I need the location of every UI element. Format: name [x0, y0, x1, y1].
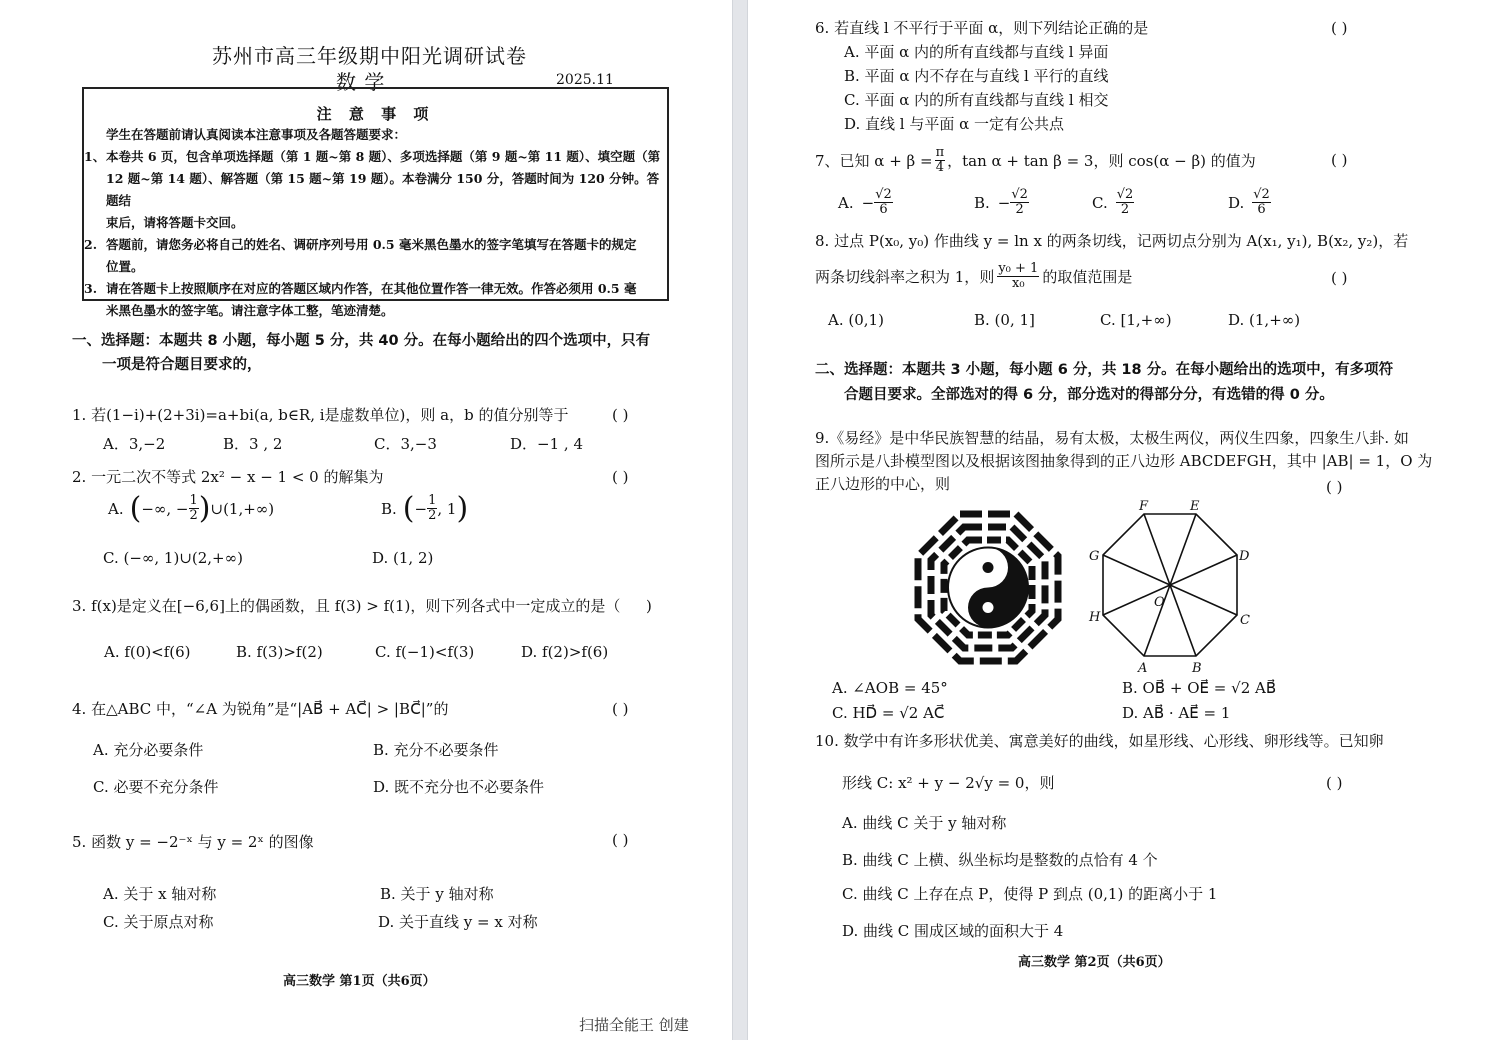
section1-heading-cont: 一项是符合题目要求的，	[102, 357, 262, 373]
q8-option-a[interactable]: A. (0,1)	[828, 311, 884, 329]
question-9-stem: 9.《易经》是中华民族智慧的结晶，易有太极，太极生两仪，两仪生四象，四象生八卦. 如	[815, 429, 1409, 447]
answer-paren-close: )	[646, 597, 652, 615]
notice-text: 米黑色墨水的签字笔。请注意字体工整，笔迹清楚。	[106, 303, 394, 318]
q6-option-b[interactable]: B. 平面 α 内不存在与直线 l 平行的直线	[844, 67, 1109, 85]
notice-item-1	[84, 146, 667, 234]
q3-option-d[interactable]: D. f(2)>f(6)	[521, 643, 609, 661]
q7-option-c[interactable]	[1092, 188, 1134, 217]
q8-option-c[interactable]: C. [1,+∞)	[1100, 311, 1172, 329]
page-divider	[732, 0, 748, 1040]
option-label: A.	[838, 193, 854, 212]
q8-option-b[interactable]: B. (0, 1]	[974, 311, 1035, 329]
option-text: , 1	[437, 499, 457, 518]
exam-title: 苏州市高三年级期中阳光调研试卷	[212, 44, 527, 68]
q10-option-b[interactable]: B. 曲线 C 上横、纵坐标均是整数的点恰有 4 个	[842, 851, 1158, 869]
question-5-stem: 5. 函数 y = −2⁻ˣ 与 y = 2ˣ 的图像	[72, 833, 314, 851]
paren-close: )	[198, 490, 211, 526]
q3-option-b[interactable]: B. f(3)>f(2)	[236, 643, 323, 661]
stem-text: 7、已知 α + β =	[815, 151, 933, 170]
q6-option-c[interactable]: C. 平面 α 内的所有直线都与直线 l 相交	[844, 91, 1109, 109]
answer-paren: ( )	[1331, 269, 1348, 287]
answer-paren: ( )	[612, 406, 629, 424]
answer-paren: ( )	[1326, 478, 1343, 496]
fraction	[874, 188, 893, 217]
question-9-stem-cont: 正八边形的中心，则	[815, 475, 951, 493]
q5-option-b[interactable]: B. 关于 y 轴对称	[380, 885, 494, 903]
question-9-stem-cont: 图所示是八卦模型图以及根据该图抽象得到的正八边形 ABCDEFGH，其中 |AB| = 1，O 为	[815, 452, 1433, 470]
vertex-label-g: G	[1089, 549, 1100, 564]
notice-text: 请在答题卡上按照顺序在对应的答题区域内作答，在其他位置作答一律无效。作答必须用 0.5 毫	[106, 281, 637, 296]
q4-option-c[interactable]: C. 必要不充分条件	[93, 778, 219, 796]
denominator: 2	[428, 508, 437, 523]
subject-title: 数 学	[336, 70, 386, 94]
octagon-abcdefgh-figure	[1086, 496, 1256, 674]
denominator: 6	[879, 202, 888, 217]
q1-option-b[interactable]: B．3 , 2	[223, 435, 283, 453]
notice-text: 位置。	[106, 259, 144, 274]
q7-option-a[interactable]	[838, 188, 893, 217]
exam-page-2	[748, 0, 1486, 1040]
notice-item-number: 1、	[84, 149, 106, 164]
section2-heading-cont: 合题目要求。全部选对的得 6 分，部分选对的得部分分，有选错的得 0 分。	[844, 387, 1334, 403]
question-2-stem: 2. 一元二次不等式 2x² − x − 1 < 0 的解集为	[72, 468, 384, 486]
answer-paren: ( )	[612, 700, 629, 718]
page-footer: 高三数学 第1页（共6页）	[283, 974, 436, 989]
q1-option-c[interactable]: C．3,−3	[374, 435, 437, 453]
q5-option-d[interactable]: D. 关于直线 y = x 对称	[378, 913, 538, 931]
numerator: √2	[1011, 187, 1028, 202]
notice-text: 束后，请将答题卡交回。	[106, 215, 244, 230]
q9-option-b[interactable]: B. OB⃗ + OE⃗ = √2 AB⃗	[1122, 679, 1277, 697]
numerator: 1	[189, 493, 198, 508]
numerator: √2	[1116, 187, 1134, 202]
denominator: x₀	[1012, 276, 1025, 291]
notice-box	[82, 87, 669, 318]
notice-item-number: 2.	[84, 237, 98, 252]
notice-text: 本卷共 6 页，包含单项选择题（第 1 题~第 8 题）、多项选择题（第 9 题~第 11 题）、填空题（第	[106, 149, 661, 164]
question-1-stem: 1. 若(1−i)+(2+3i)=a+bi(a, b∈R, i是虚数单位)，则 a，b 的值分别等于	[72, 406, 569, 424]
stem-text: 的取值范围是	[1042, 267, 1133, 286]
q5-option-c[interactable]: C. 关于原点对称	[103, 913, 214, 931]
denominator: 4	[935, 160, 944, 175]
question-3-stem: 3. f(x)是定义在[−6,6]上的偶函数，且 f(3) > f(1)，则下列各式中一定成立的是（	[72, 597, 621, 615]
answer-paren: ( )	[612, 468, 629, 486]
q9-option-a[interactable]: A. ∠AOB = 45°	[832, 679, 948, 697]
q6-option-d[interactable]: D. 直线 l 与平面 α 一定有公共点	[844, 115, 1065, 133]
question-7-stem	[815, 146, 1256, 175]
question-8-stem-cont	[815, 262, 1132, 291]
numerator: √2	[875, 187, 892, 202]
vertex-label-e: E	[1190, 499, 1200, 514]
option-text: −∞, −	[141, 499, 189, 518]
section2-heading: 二、选择题：本题共 3 小题，每小题 6 分，共 18 分。在每小题给出的选项中，有多项符	[815, 362, 1394, 378]
fraction	[997, 262, 1039, 291]
bagua-yin-yang-figure	[914, 510, 1062, 665]
question-6-stem: 6. 若直线 l 不平行于平面 α，则下列结论正确的是	[815, 19, 1149, 37]
vertex-label-h: H	[1089, 610, 1101, 625]
q1-option-d[interactable]: D．−1 , 4	[510, 435, 583, 453]
exam-page-1	[0, 0, 732, 1040]
q4-option-a[interactable]: A. 充分必要条件	[93, 741, 204, 759]
vertex-label-b: B	[1192, 661, 1202, 674]
notice-item-3	[84, 278, 667, 322]
q2-option-d[interactable]: D. (1, 2)	[372, 549, 434, 567]
numerator: y₀ + 1	[998, 261, 1039, 276]
q3-option-a[interactable]: A. f(0)<f(6)	[104, 643, 191, 661]
denominator: 2	[1120, 202, 1130, 217]
paren-open: (	[129, 490, 142, 526]
q10-option-a[interactable]: A. 曲线 C 关于 y 轴对称	[842, 814, 1007, 832]
q2-option-b[interactable]	[381, 490, 469, 526]
numerator: π	[935, 145, 945, 160]
notice-item-number: 3.	[84, 281, 98, 296]
notice-text: 12 题~第 14 题）、解答题（第 15 题~第 19 题）。本卷满分 150 分，答题时间为 120 分钟。答题结	[106, 171, 660, 208]
paren-close: )	[456, 490, 469, 526]
q2-option-a[interactable]	[108, 490, 275, 526]
fraction	[1252, 188, 1271, 217]
denominator: 2	[1015, 202, 1024, 217]
answer-paren: ( )	[612, 831, 629, 849]
q1-option-a[interactable]: A．3,−2	[103, 435, 166, 453]
q5-option-a[interactable]: A. 关于 x 轴对称	[103, 885, 217, 903]
question-10-stem: 10. 数学中有许多形状优美、寓意美好的曲线，如星形线、心形线、卵形线等。已知卵	[815, 732, 1384, 750]
numerator: √2	[1253, 187, 1270, 202]
q2-option-c[interactable]: C. (−∞, 1)∪(2,+∞)	[103, 549, 243, 567]
stem-text: ，tan α + tan β = 3，则 cos(α − β) 的值为	[947, 151, 1256, 170]
q7-option-b[interactable]	[974, 188, 1029, 217]
answer-paren: ( )	[1331, 151, 1348, 169]
notice-title: 注 意 事 项	[316, 105, 435, 123]
q7-option-d[interactable]	[1228, 188, 1271, 217]
q9-option-c[interactable]: C. HD⃗ = √2 AC⃗	[832, 704, 945, 722]
option-label: B.	[381, 499, 397, 518]
q6-option-a[interactable]: A. 平面 α 内的所有直线都与直线 l 异面	[844, 43, 1109, 61]
sign: −	[997, 193, 1011, 212]
option-label: C.	[1092, 193, 1108, 212]
numerator: 1	[428, 493, 437, 508]
denominator: 6	[1257, 202, 1266, 217]
answer-paren: ( )	[1326, 774, 1343, 792]
fraction	[935, 146, 946, 175]
vertex-label-c: C	[1240, 613, 1250, 628]
page-footer: 高三数学 第2页（共6页）	[1018, 955, 1171, 970]
q10-option-c[interactable]: C. 曲线 C 上存在点 P，使得 P 到点 (0,1) 的距离小于 1	[842, 885, 1218, 903]
denominator: 2	[189, 508, 198, 523]
option-label: D.	[1228, 193, 1245, 212]
vertex-label-a: A	[1138, 661, 1148, 674]
sign: −	[861, 193, 875, 212]
question-10-stem-cont: 形线 C: x² + y − 2√y = 0，则	[842, 774, 1055, 792]
question-8-stem: 8. 过点 P(x₀, y₀) 作曲线 y = ln x 的两条切线，记两切点分别为 A(x₁, y₁), B(x₂, y₂)，若	[815, 232, 1409, 250]
q4-option-d[interactable]: D. 既不充分也不必要条件	[373, 778, 545, 796]
option-label: B.	[974, 193, 990, 212]
center-label-o: O	[1154, 595, 1165, 610]
q4-option-b[interactable]: B. 充分不必要条件	[373, 741, 499, 759]
option-text: ∪(1,+∞)	[210, 499, 275, 518]
exam-date: 2025.11	[556, 72, 614, 88]
vertex-label-f: F	[1139, 499, 1149, 514]
scanner-watermark: 扫描全能王 创建	[579, 1016, 689, 1034]
notice-item-2	[84, 234, 667, 278]
notice-text: 答题前，请您务必将自己的姓名、调研序列号用 0.5 毫米黑色墨水的签字笔填写在答题卡的规定	[106, 237, 637, 252]
option-label: A.	[108, 499, 124, 518]
fraction	[189, 494, 199, 523]
q8-option-d[interactable]: D. (1,+∞)	[1228, 311, 1301, 329]
fraction	[1116, 188, 1135, 217]
section1-heading: 一、选择题：本题共 8 小题，每小题 5 分，共 40 分。在每小题给出的四个选项中，只有	[72, 333, 651, 349]
q3-option-c[interactable]: C. f(−1)<f(3)	[375, 643, 475, 661]
q10-option-d[interactable]: D. 曲线 C 围成区域的面积大于 4	[842, 922, 1064, 940]
paren-open: (	[402, 490, 415, 526]
fraction	[1010, 188, 1029, 217]
option-text: −	[414, 499, 428, 518]
question-4-stem: 4. 在△ABC 中，“∠A 为锐角”是“|AB⃗ + AC⃗| > |BC⃗|”的	[72, 700, 449, 718]
vertex-label-d: D	[1239, 549, 1250, 564]
stem-text: 两条切线斜率之积为 1，则	[815, 267, 995, 286]
fraction	[427, 494, 437, 523]
q9-option-d[interactable]: D. AB⃗ · AE⃗ = 1	[1122, 704, 1231, 722]
answer-paren: ( )	[1331, 19, 1348, 37]
notice-intro: 学生在答题前请认真阅读本注意事项及各题答题要求：	[106, 127, 407, 142]
